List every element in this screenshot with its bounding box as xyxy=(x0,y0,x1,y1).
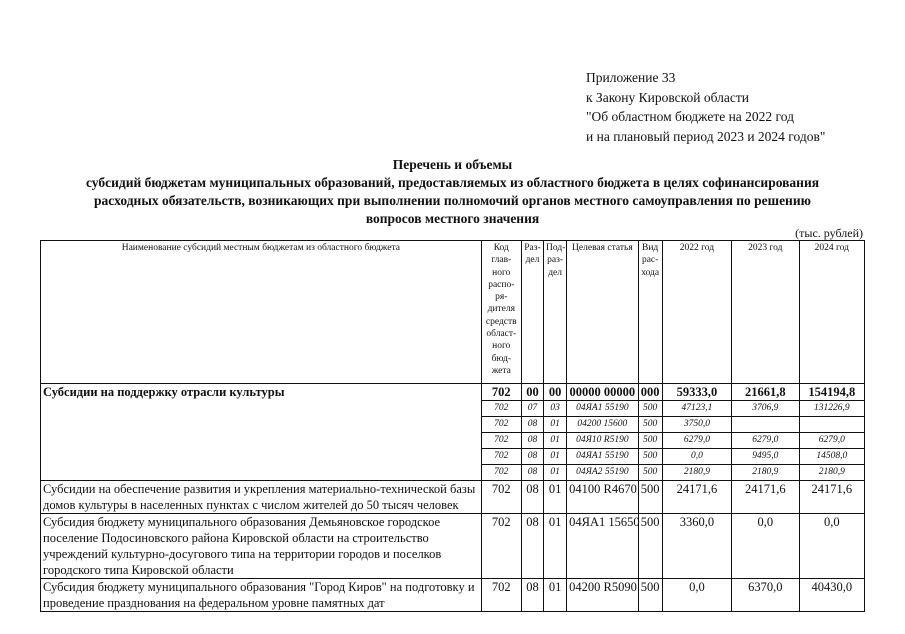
cell-2024: 14508,0 xyxy=(799,449,864,465)
cell-section: 08 xyxy=(521,449,543,465)
cell-code: 702 xyxy=(481,579,521,612)
cell-code: 702 xyxy=(481,401,521,417)
cell-2024: 131226,9 xyxy=(799,401,864,417)
subsidies-table xyxy=(40,240,865,612)
cell-code: 702 xyxy=(481,433,521,449)
header-2024: 2024 год xyxy=(799,241,864,384)
header-type: Вид рас-хода xyxy=(638,241,662,384)
header-2023: 2023 год xyxy=(732,241,799,384)
cell-2024: 2180,9 xyxy=(799,465,864,481)
cell-section: 00 xyxy=(521,384,543,401)
cell-type: 500 xyxy=(638,579,662,612)
cell-2022: 0,0 xyxy=(662,579,731,612)
cell-section: 08 xyxy=(521,465,543,481)
cell-2023: 3706,9 xyxy=(732,401,799,417)
title-line: Перечень и объемы xyxy=(392,157,513,172)
cell-section: 08 xyxy=(521,417,543,433)
cell-subsection: 01 xyxy=(544,449,567,465)
row-name: Субсидия бюджету муниципального образования "Город Киров" на подготовку и проведение празднования на федеральном уровне памятных дат xyxy=(41,579,482,612)
cell-subsection: 01 xyxy=(544,465,567,481)
cell-2023: 21661,8 xyxy=(732,384,799,401)
cell-type: 500 xyxy=(638,401,662,417)
header-target: Целевая статья xyxy=(567,241,638,384)
cell-subsection: 01 xyxy=(544,481,567,514)
cell-2024: 6279,0 xyxy=(799,433,864,449)
row-name: Субсидии на поддержку отрасли культуры xyxy=(41,384,482,481)
table-row xyxy=(41,514,865,579)
title-line: расходных обязательств, возникающих при выполнении полномочий органов местного самоуправления по решению xyxy=(94,193,811,208)
title-line: вопросов местного значения xyxy=(365,211,540,226)
cell-target: 04100 R4670 xyxy=(567,481,638,514)
cell-section: 08 xyxy=(521,481,543,514)
cell-2022: 6279,0 xyxy=(662,433,731,449)
cell-code: 702 xyxy=(481,514,521,579)
cell-target: 04ЯА1 15650 xyxy=(567,514,638,579)
cell-type: 500 xyxy=(638,417,662,433)
cell-type: 500 xyxy=(638,481,662,514)
title-line: субсидий бюджетам муниципальных образований, предоставляемых из областного бюджета в целях софинансирования xyxy=(85,175,820,190)
cell-type: 500 xyxy=(638,465,662,481)
cell-2024: 154194,8 xyxy=(799,384,864,401)
cell-subsection: 01 xyxy=(544,433,567,449)
cell-2023: 24171,6 xyxy=(732,481,799,514)
cell-code: 702 xyxy=(481,481,521,514)
cell-target: 04ЯА2 55190 xyxy=(567,465,638,481)
cell-code: 702 xyxy=(481,417,521,433)
cell-type: 500 xyxy=(638,433,662,449)
cell-target: 04ЯА1 55190 xyxy=(567,449,638,465)
cell-type: 500 xyxy=(638,514,662,579)
cell-section: 08 xyxy=(521,433,543,449)
row-name: Субсидия бюджету муниципального образования Демьяновское городское поселение Подосиновского района Кировской области на строительство учреждений культурно-досугового типа на территории городов и поселков городского типа Кировской области xyxy=(41,514,482,579)
header-name: Наименование субсидий местным бюджетам из областного бюджета xyxy=(41,241,482,384)
cell-2022: 59333,0 xyxy=(662,384,731,401)
cell-2022: 47123,1 xyxy=(662,401,731,417)
header-2022: 2022 год xyxy=(662,241,731,384)
cell-2023: 6279,0 xyxy=(732,433,799,449)
cell-2023: 6370,0 xyxy=(732,579,799,612)
cell-2024: 40430,0 xyxy=(799,579,864,612)
cell-2024: 24171,6 xyxy=(799,481,864,514)
appendix-line: и на плановый период 2023 и 2024 годов" xyxy=(586,128,826,144)
cell-subsection: 01 xyxy=(544,417,567,433)
cell-2022: 3360,0 xyxy=(662,514,731,579)
appendix-line: Приложение 33 xyxy=(586,70,676,85)
cell-target: 04200 15600 xyxy=(567,417,638,433)
cell-target: 04Я10 R5190 xyxy=(567,433,638,449)
cell-subsection: 01 xyxy=(544,514,567,579)
cell-target: 00000 00000 xyxy=(567,384,638,401)
appendix-line: к Закону Кировской области xyxy=(586,89,750,105)
cell-2023: 9495,0 xyxy=(732,449,799,465)
document-title xyxy=(40,156,865,228)
cell-2023: 0,0 xyxy=(732,514,799,579)
row-name: Субсидии на обеспечение развития и укрепления материально-технической базы домов культуры в населенных пунктах с числом жителей до 50 тысяч человек xyxy=(41,481,482,514)
cell-target: 04ЯА1 55190 xyxy=(567,401,638,417)
cell-section: 08 xyxy=(521,579,543,612)
cell-code: 702 xyxy=(481,449,521,465)
cell-section: 08 xyxy=(521,514,543,579)
cell-type: 000 xyxy=(638,384,662,401)
cell-subsection: 03 xyxy=(544,401,567,417)
table-row xyxy=(41,384,865,401)
cell-section: 07 xyxy=(521,401,543,417)
table-header-row xyxy=(41,241,865,384)
header-code: Код глав-ного распо-ря-дителя средств област-ного бюд-жета xyxy=(481,241,521,384)
cell-2022: 2180,9 xyxy=(662,465,731,481)
appendix-block xyxy=(586,68,825,146)
appendix-line: "Об областном бюджете на 2022 год xyxy=(586,109,794,124)
cell-2022: 24171,6 xyxy=(662,481,731,514)
cell-2023 xyxy=(732,417,799,433)
cell-code: 702 xyxy=(481,384,521,401)
cell-2024 xyxy=(799,417,864,433)
cell-subsection: 01 xyxy=(544,579,567,612)
table-row xyxy=(41,579,865,612)
cell-2022: 3750,0 xyxy=(662,417,731,433)
units-label: (тыс. рублей) xyxy=(795,226,863,240)
cell-2023: 2180,9 xyxy=(732,465,799,481)
cell-target: 04200 R5090 xyxy=(567,579,638,612)
cell-2022: 0,0 xyxy=(662,449,731,465)
table-row xyxy=(41,481,865,514)
header-section: Раз-дел xyxy=(521,241,543,384)
header-subsection: Под-раз-дел xyxy=(544,241,567,384)
cell-code: 702 xyxy=(481,465,521,481)
cell-subsection: 00 xyxy=(544,384,567,401)
cell-type: 500 xyxy=(638,449,662,465)
cell-2024: 0,0 xyxy=(799,514,864,579)
